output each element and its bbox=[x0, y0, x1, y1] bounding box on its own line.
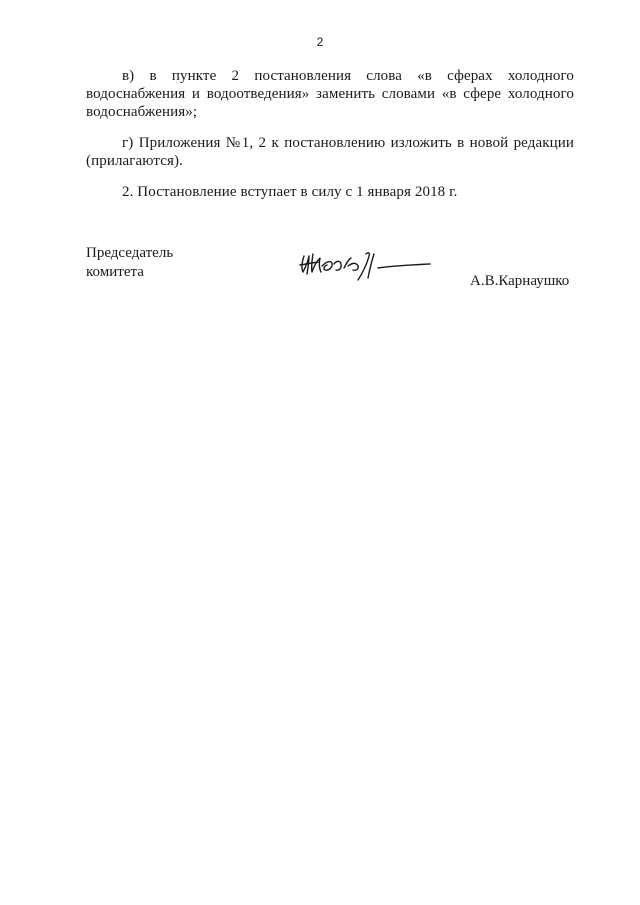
paragraph-item-2: 2. Постановление вступает в силу с 1 января 2018 г. bbox=[122, 184, 458, 200]
paragraph-v: в) в пункте 2 постановления слова «в сферах холодного водоснабжения и водоотведения» заменить словами «в сфере холодного водоснабжения»; bbox=[86, 68, 574, 120]
signatory-title-line2: комитета bbox=[86, 264, 144, 280]
signatory-title-line1: Председатель bbox=[86, 245, 174, 261]
signatory-title bbox=[86, 244, 173, 282]
signatory-name: А.В.Карнаушко bbox=[470, 273, 570, 289]
handwritten-signature bbox=[296, 244, 436, 282]
page-number: 2 bbox=[316, 35, 324, 49]
paragraph-g: г) Приложения №1, 2 к постановлению изложить в новой редакции (прилагаются). bbox=[86, 135, 574, 169]
